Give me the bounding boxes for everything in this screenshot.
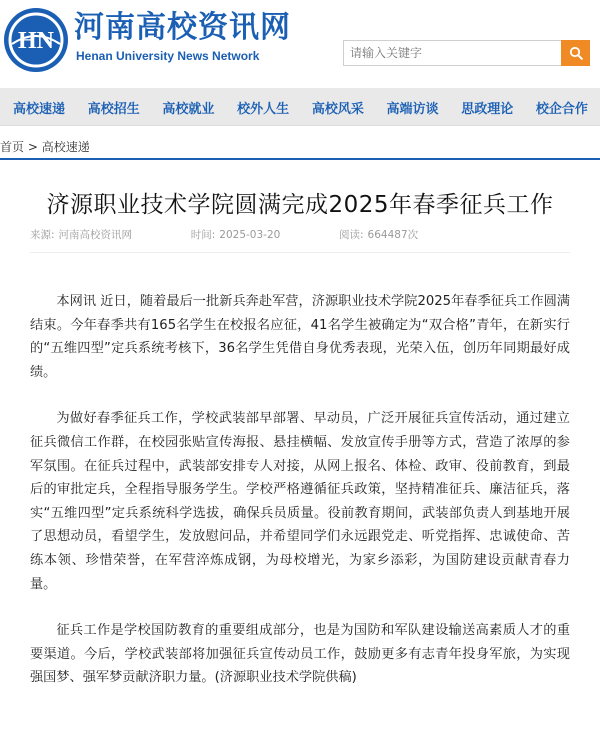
time-value: 2025-03-20 [219,229,281,241]
nav-item-off-campus-life[interactable]: 校外人生 [237,101,290,117]
article-paragraph: 征兵工作是学校国防教育的重要组成部分，也是为国防和军队建设输送高素质人才的重要渠道。今后，学校武装部将加强征兵宣传动员工作，鼓励更多有志青年投身军旅，为实现强国梦、强军梦贡献济职力量。(济源职业技术学院供稿) [30,623,570,686]
search-button[interactable] [561,40,590,66]
article-paragraph: 本网讯 近日，随着最后一批新兵奔赴军营，济源职业技术学院2025年春季征兵工作圆满结束。今年春季共有165名学生在校报名应征，41名学生被确定为“双合格”青年，在新实行的“五维四型”定兵系统考核下，36名学生凭借自身优秀表现，光荣入伍，创历年同期最好成绩。 [30,294,570,380]
source-value: 河南高校资讯网 [58,229,133,241]
site-title: 河南高校资讯网 [74,10,291,45]
article-body [30,290,570,713]
article-meta [30,227,422,242]
meta-divider [30,252,570,253]
site-subtitle: Henan University News Network [76,49,260,63]
breadcrumb-home-link[interactable]: 首页 [0,140,25,154]
main-nav [0,88,600,126]
breadcrumb-divider [0,158,600,160]
article-paragraph: 为做好春季征兵工作，学校武装部早部署、早动员，广泛开展征兵宣传活动，通过建立征兵微信工作群，在校园张贴宣传海报、悬挂横幅、发放宣传手册等方式，营造了浓厚的参军氛围。在征兵过程中，武装部安排专人对接，从网上报名、体检、政审、役前教育，到最后的审批定兵，全程指导服务学生。学校严格遵循征兵政策，坚持精准征兵、廉洁征兵，落实“五维四型”定兵系统科学选拔，确保兵员质量。役前教育期间，武装部负责人到基地开展了思想动员，看望学生，发放慰问品，并希望同学们永远跟党走、听党指挥、忠诚使命、苦练本领、珍惜荣誉，在军营淬炼成钢，为母校增光，为家乡添彩，为国防建设贡献青春力量。 [30,411,570,592]
breadcrumb-current-link[interactable]: 高校速递 [41,140,90,154]
breadcrumb-separator: > [27,140,38,154]
breadcrumb [0,138,600,158]
time-label: 时间: [190,229,216,241]
views-value: 664487次 [367,229,419,241]
nav-item-campus-style[interactable]: 高校风采 [311,101,364,117]
nav-item-employment[interactable]: 高校就业 [162,101,215,117]
nav-item-ideology-theory[interactable]: 思政理论 [461,101,514,117]
search-bar [343,40,590,66]
nav-item-news-express[interactable]: 高校速递 [13,101,66,117]
logo-text: HN [18,28,54,54]
views-label: 阅读: [339,229,364,241]
nav-item-school-enterprise[interactable]: 校企合作 [535,101,588,117]
search-input[interactable] [343,40,561,66]
nav-item-admissions[interactable]: 高校招生 [87,101,140,117]
article-title: 济源职业技术学院圆满完成2025年春季征兵工作 [46,192,554,218]
nav-item-interviews[interactable]: 高端访谈 [386,101,439,117]
search-icon [569,46,583,60]
source-label: 来源: [30,229,55,241]
site-header [0,0,600,82]
site-logo[interactable] [2,6,70,74]
